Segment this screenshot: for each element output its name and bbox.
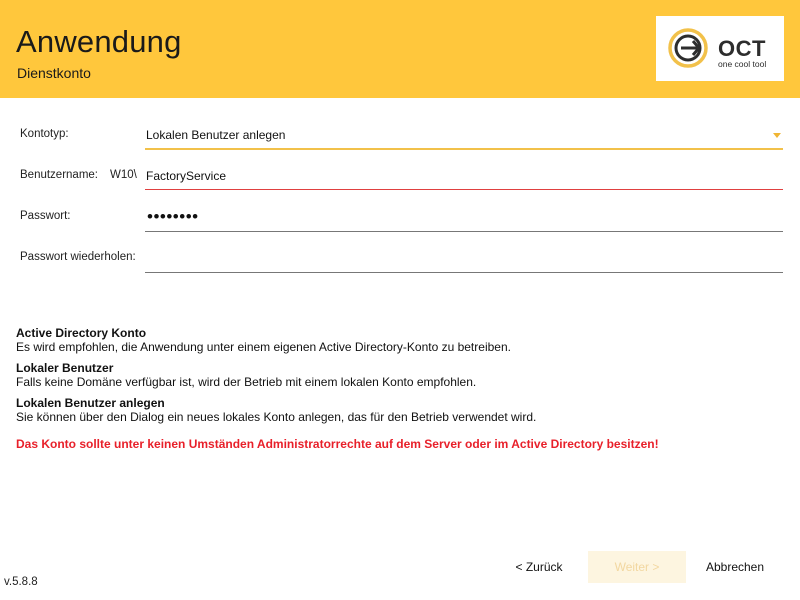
- info-heading: Active Directory Konto: [16, 326, 147, 340]
- info-text: Sie können über den Dialog ein neues lokales Konto anlegen, das für den Betrieb verwendet wird.: [16, 410, 537, 424]
- next-button[interactable]: Weiter >: [588, 551, 686, 583]
- page-subtitle: Dienstkonto: [17, 65, 91, 81]
- password-field[interactable]: [145, 205, 783, 232]
- password-value: ••••••••: [147, 207, 199, 226]
- username-field[interactable]: [145, 163, 783, 190]
- logo-text: OCT: [718, 36, 766, 61]
- oct-logo-icon: [666, 26, 712, 72]
- account-type-value: Lokalen Benutzer anlegen: [146, 128, 286, 142]
- info-local-user: [16, 361, 476, 389]
- password-label: Passwort:: [20, 210, 71, 222]
- password-repeat-label: Passwort wiederholen:: [20, 251, 136, 263]
- info-heading: Lokaler Benutzer: [16, 361, 114, 375]
- info-create-local-user: [16, 396, 536, 424]
- info-text: Falls keine Domäne verfügbar ist, wird der Betrieb mit einem lokalen Konto empfohlen.: [16, 375, 477, 389]
- account-type-label: Kontotyp:: [20, 128, 69, 140]
- back-button[interactable]: < Zurück: [515, 560, 563, 574]
- admin-rights-warning: Das Konto sollte unter keinen Umständen Administratorrechte auf dem Server oder im Active Directory besitzen!: [16, 437, 659, 451]
- password-repeat-field[interactable]: [145, 246, 783, 273]
- header-banner: [0, 0, 800, 98]
- cancel-button[interactable]: Abbrechen: [705, 560, 765, 574]
- page-title: Anwendung: [16, 24, 182, 59]
- username-domain-prefix: W10\: [110, 169, 137, 181]
- chevron-down-icon[interactable]: [773, 133, 781, 138]
- logo: [656, 16, 784, 81]
- info-active-directory: [16, 326, 511, 354]
- account-type-select[interactable]: [145, 122, 783, 150]
- username-value: FactoryService: [146, 169, 227, 183]
- username-label: Benutzername:: [20, 169, 98, 181]
- info-heading: Lokalen Benutzer anlegen: [16, 396, 165, 410]
- info-text: Es wird empfohlen, die Anwendung unter einem eigenen Active Directory-Konto zu betreiben.: [16, 340, 511, 354]
- version-label: v.5.8.8: [4, 576, 38, 588]
- logo-tagline: one cool tool: [718, 59, 767, 69]
